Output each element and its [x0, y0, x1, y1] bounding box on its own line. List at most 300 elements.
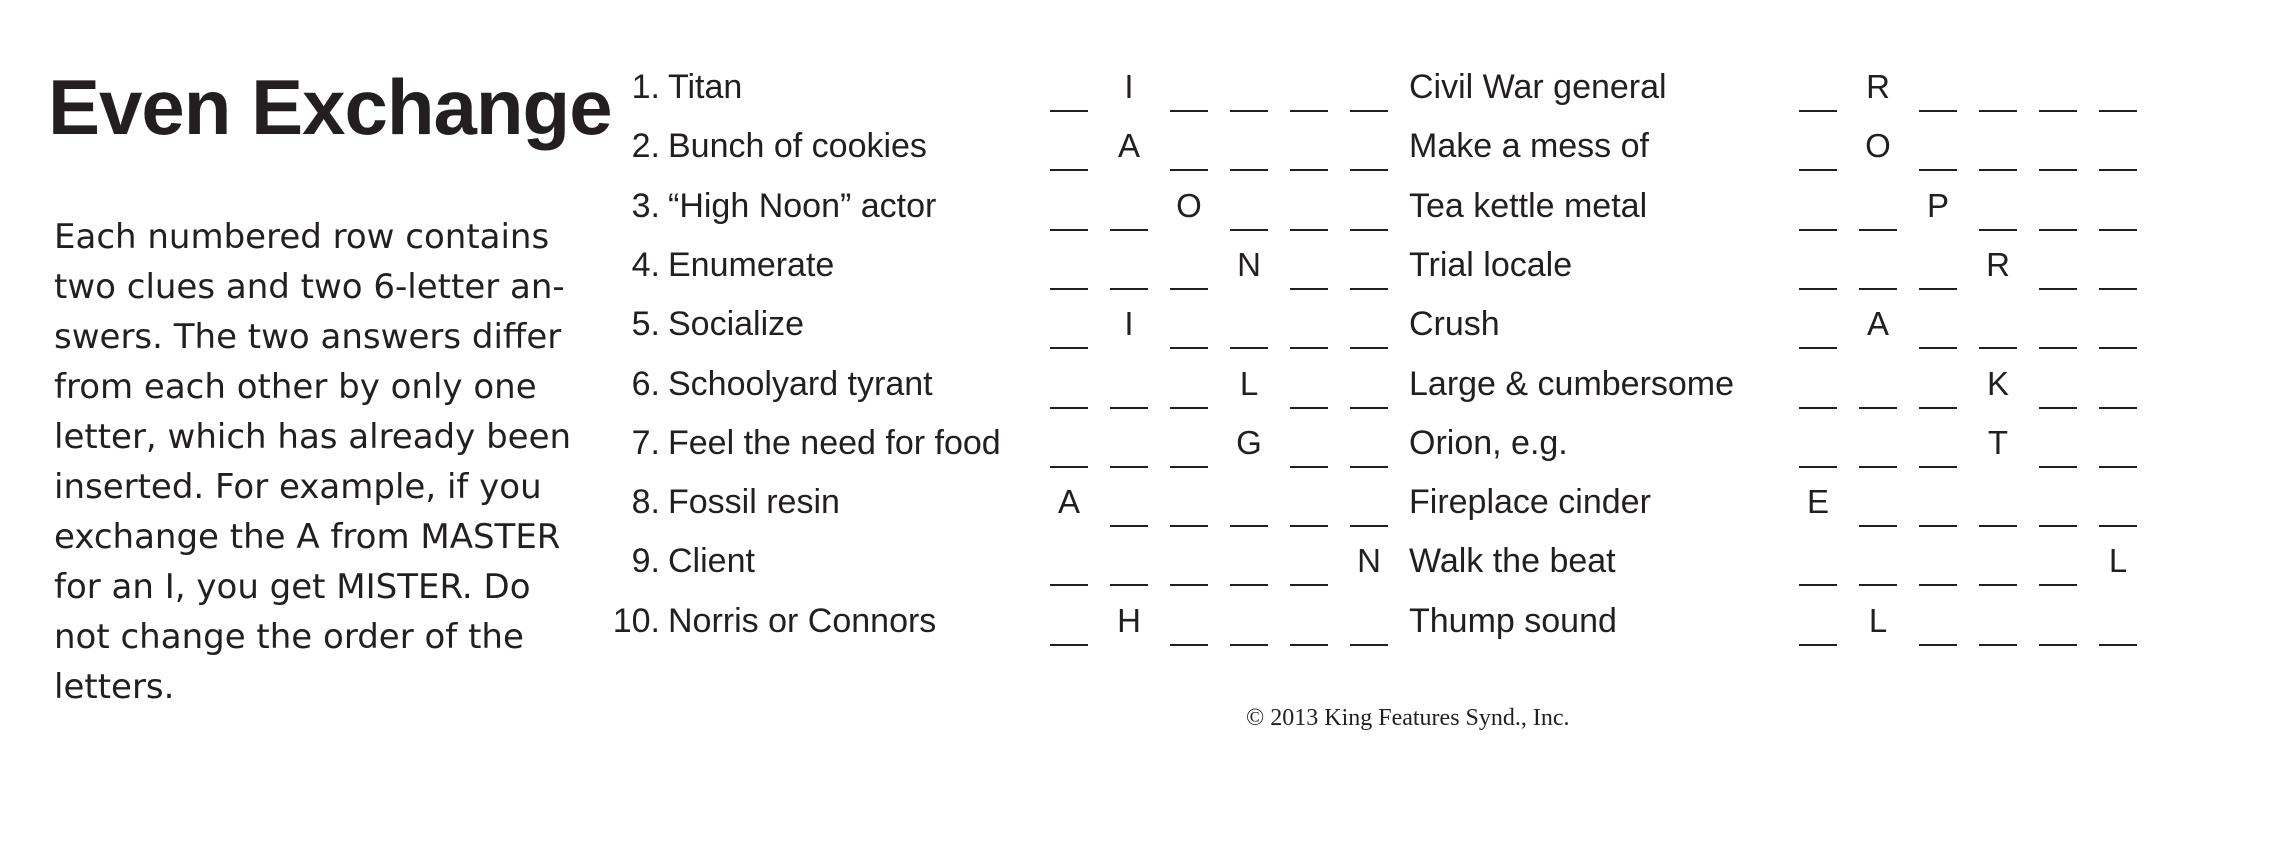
answer-blank-line — [1050, 584, 1088, 586]
puzzle-row — [0, 240, 2274, 299]
right-answer-blank — [2097, 477, 2139, 527]
answer-blank-line — [2099, 466, 2137, 468]
left-answer-blank — [1288, 299, 1330, 349]
left-answer-blank — [1228, 299, 1270, 349]
given-letter: A — [1117, 127, 1140, 165]
left-answer-blank — [1048, 181, 1090, 231]
answer-blank-line — [1799, 288, 1837, 290]
puzzle-row — [0, 536, 2274, 595]
right-answer-blank — [1797, 121, 1839, 171]
given-letter: R — [1866, 68, 1890, 105]
answer-blank-line — [1050, 644, 1088, 646]
right-answer-blank — [1857, 240, 1899, 290]
right-answer-blank — [2037, 240, 2079, 290]
answer-blank-line — [1170, 584, 1208, 586]
right-clue: Civil War general — [1409, 68, 1667, 106]
given-letter: L — [1868, 601, 1888, 639]
left-clue-text: Schoolyard tyrant — [668, 364, 933, 403]
left-clue — [600, 62, 742, 112]
right-answer-blank — [1797, 536, 1839, 586]
answer-blank-line — [1799, 644, 1837, 646]
given-letter: A — [1057, 483, 1080, 521]
row-number: 7. — [631, 423, 660, 462]
left-clue-text: Bunch of cookies — [668, 127, 927, 166]
right-clue: Trial locale — [1409, 245, 1573, 284]
right-given-letter — [1857, 121, 1899, 171]
left-answer-blank — [1348, 181, 1390, 231]
answer-blank-line — [1979, 584, 2017, 586]
left-answer-blank — [1168, 62, 1210, 112]
left-answer-blank — [1108, 477, 1150, 527]
right-answer-blank — [1977, 181, 2019, 231]
right-answer-blank — [2097, 596, 2139, 646]
answer-blank-line — [1170, 347, 1208, 349]
instructions-line: Each numbered row contains — [54, 217, 550, 257]
right-answer-blank — [1917, 359, 1959, 409]
left-clue-text: Socialize — [668, 305, 805, 344]
right-clue: Crush — [1409, 305, 1500, 344]
answer-blank-line — [1919, 644, 1957, 646]
answer-blank-line — [1979, 644, 2017, 646]
left-given-letter — [1108, 62, 1150, 112]
right-given-letter — [1977, 359, 2019, 409]
left-given-letter — [1228, 418, 1270, 468]
left-answer-blank — [1108, 359, 1150, 409]
answer-blank-line — [1799, 407, 1837, 409]
answer-blank-line — [1979, 347, 2017, 349]
answer-blank-line — [1110, 288, 1148, 290]
instructions-line: from each other by only one — [54, 367, 537, 407]
puzzle-row — [0, 418, 2274, 477]
left-answer-blank — [1348, 62, 1390, 112]
right-answer-blank — [1797, 240, 1839, 290]
left-given-letter — [1108, 596, 1150, 646]
right-answer-blank — [2037, 181, 2079, 231]
left-clue — [600, 418, 1001, 468]
left-answer-blank — [1228, 536, 1270, 586]
right-answer-blank — [2037, 299, 2079, 349]
right-answer-blank — [2097, 62, 2139, 112]
answer-blank-line — [1170, 466, 1208, 468]
right-answer-blank — [2097, 240, 2139, 290]
puzzle-row — [0, 596, 2274, 655]
left-answer-blank — [1048, 121, 1090, 171]
given-letter: N — [1357, 542, 1381, 580]
left-clue — [600, 359, 933, 409]
answer-blank-line — [1290, 644, 1328, 646]
answer-blank-line — [1919, 288, 1957, 290]
answer-blank-line — [1350, 288, 1388, 290]
answer-blank-line — [1350, 407, 1388, 409]
answer-blank-line — [1050, 466, 1088, 468]
answer-blank-line — [1919, 466, 1957, 468]
given-letter: R — [1986, 245, 2010, 283]
answer-blank-line — [1350, 466, 1388, 468]
answer-blank-line — [1170, 644, 1208, 646]
instructions-line: swers. The two answers differ — [54, 317, 562, 357]
left-clue — [600, 596, 936, 646]
instructions-line: not change the order of the — [54, 617, 524, 657]
left-answer-blank — [1048, 359, 1090, 409]
row-number: 3. — [631, 186, 660, 225]
left-answer-blank — [1288, 121, 1330, 171]
answer-blank-line — [1170, 169, 1208, 171]
right-answer-blank — [1857, 359, 1899, 409]
answer-blank-line — [1290, 466, 1328, 468]
answer-blank-line — [1290, 110, 1328, 112]
right-answer-blank — [1917, 121, 1959, 171]
answer-blank-line — [1110, 466, 1148, 468]
given-letter: I — [1124, 305, 1134, 343]
instructions-line: for an I, you get MISTER. Do — [54, 567, 531, 607]
answer-blank-line — [1290, 288, 1328, 290]
answer-blank-line — [1110, 584, 1148, 586]
left-clue-text: Client — [668, 542, 755, 581]
row-number: 5. — [631, 305, 660, 344]
given-letter: K — [1986, 364, 2009, 402]
right-given-letter — [1917, 181, 1959, 231]
instructions-line: letters. — [54, 667, 175, 707]
instructions-line: letter, which has already been — [54, 417, 572, 457]
right-clue: Tea kettle metal — [1409, 186, 1648, 225]
right-answer-blank — [1797, 418, 1839, 468]
right-answer-blank — [2097, 121, 2139, 171]
row-number: 1. — [631, 68, 660, 106]
answer-blank-line — [2099, 229, 2137, 231]
left-clue-text: “High Noon” actor — [668, 186, 937, 225]
right-given-letter — [1977, 418, 2019, 468]
left-answer-blank — [1048, 240, 1090, 290]
right-answer-blank — [1977, 596, 2019, 646]
answer-blank-line — [1979, 229, 2017, 231]
right-answer-blank — [2037, 62, 2079, 112]
right-given-letter — [2097, 536, 2139, 586]
left-answer-blank — [1348, 418, 1390, 468]
given-letter: L — [2108, 542, 2128, 580]
left-answer-blank — [1348, 121, 1390, 171]
answer-blank-line — [1919, 169, 1957, 171]
puzzle-row — [0, 359, 2274, 418]
answer-blank-line — [1290, 347, 1328, 349]
answer-blank-line — [1290, 169, 1328, 171]
answer-blank-line — [2099, 288, 2137, 290]
given-letter: H — [1117, 601, 1141, 639]
answer-blank-line — [1350, 644, 1388, 646]
right-given-letter — [1857, 596, 1899, 646]
answer-blank-line — [2099, 347, 2137, 349]
right-answer-blank — [2097, 359, 2139, 409]
right-given-letter — [1857, 62, 1899, 112]
answer-blank-line — [1919, 525, 1957, 527]
given-letter: G — [1236, 423, 1262, 461]
left-answer-blank — [1288, 596, 1330, 646]
answer-blank-line — [2099, 644, 2137, 646]
right-given-letter — [1857, 299, 1899, 349]
left-answer-blank — [1168, 299, 1210, 349]
left-clue — [600, 240, 834, 290]
right-clue: Orion, e.g. — [1409, 423, 1568, 462]
answer-blank-line — [1859, 288, 1897, 290]
left-clue — [600, 477, 840, 527]
answer-blank-line — [1979, 110, 2017, 112]
answer-blank-line — [1170, 288, 1208, 290]
answer-blank-line — [1799, 110, 1837, 112]
right-answer-blank — [1797, 359, 1839, 409]
right-answer-blank — [1857, 536, 1899, 586]
answer-blank-line — [1799, 229, 1837, 231]
answer-blank-line — [1050, 407, 1088, 409]
row-number: 6. — [631, 364, 660, 403]
left-clue-text: Fossil resin — [668, 483, 840, 522]
left-answer-blank — [1288, 240, 1330, 290]
right-answer-blank — [1857, 418, 1899, 468]
answer-blank-line — [2039, 407, 2077, 409]
right-answer-blank — [1857, 181, 1899, 231]
left-answer-blank — [1048, 62, 1090, 112]
answer-blank-line — [1859, 584, 1897, 586]
answer-blank-line — [2039, 347, 2077, 349]
left-answer-blank — [1048, 299, 1090, 349]
answer-blank-line — [1050, 288, 1088, 290]
left-answer-blank — [1228, 62, 1270, 112]
left-given-letter — [1108, 299, 1150, 349]
right-answer-blank — [1977, 477, 2019, 527]
right-clue: Walk the beat — [1409, 542, 1616, 581]
answer-blank-line — [1290, 525, 1328, 527]
left-clue — [600, 181, 936, 231]
left-answer-blank — [1348, 596, 1390, 646]
left-clue-text: Enumerate — [668, 245, 835, 284]
answer-blank-line — [1919, 347, 1957, 349]
right-answer-blank — [1977, 62, 2019, 112]
right-answer-blank — [1917, 596, 1959, 646]
answer-blank-line — [1230, 229, 1268, 231]
given-letter: A — [1866, 305, 1889, 343]
left-answer-blank — [1288, 418, 1330, 468]
left-answer-blank — [1288, 62, 1330, 112]
left-answer-blank — [1288, 181, 1330, 231]
left-answer-blank — [1348, 477, 1390, 527]
left-answer-blank — [1168, 240, 1210, 290]
answer-blank-line — [1050, 229, 1088, 231]
right-answer-blank — [1797, 299, 1839, 349]
right-answer-blank — [2037, 536, 2079, 586]
answer-blank-line — [1350, 347, 1388, 349]
left-clue — [600, 536, 755, 586]
answer-blank-line — [1919, 110, 1957, 112]
answer-blank-line — [1919, 407, 1957, 409]
right-given-letter — [1797, 477, 1839, 527]
left-given-letter — [1048, 477, 1090, 527]
right-answer-blank — [1977, 536, 2019, 586]
answer-blank-line — [1290, 584, 1328, 586]
answer-blank-line — [1799, 466, 1837, 468]
right-answer-blank — [2037, 596, 2079, 646]
answer-blank-line — [1859, 525, 1897, 527]
answer-blank-line — [1230, 347, 1268, 349]
left-given-letter — [1228, 240, 1270, 290]
right-answer-blank — [1917, 299, 1959, 349]
left-answer-blank — [1048, 536, 1090, 586]
left-answer-blank — [1108, 240, 1150, 290]
left-answer-blank — [1168, 121, 1210, 171]
given-letter: N — [1237, 245, 1261, 283]
puzzle-row — [0, 62, 2274, 121]
left-answer-blank — [1168, 418, 1210, 468]
given-letter: O — [1865, 127, 1891, 165]
answer-blank-line — [2099, 407, 2137, 409]
right-answer-blank — [1917, 418, 1959, 468]
left-answer-blank — [1228, 181, 1270, 231]
left-clue-text: Norris or Connors — [668, 601, 937, 640]
right-answer-blank — [2097, 181, 2139, 231]
answer-blank-line — [1170, 525, 1208, 527]
given-letter: E — [1806, 483, 1829, 521]
puzzle-title: Even Exchange — [48, 63, 612, 151]
answer-blank-line — [2039, 169, 2077, 171]
left-answer-blank — [1048, 596, 1090, 646]
answer-blank-line — [2039, 525, 2077, 527]
left-answer-blank — [1348, 359, 1390, 409]
answer-blank-line — [1110, 229, 1148, 231]
answer-blank-line — [2039, 466, 2077, 468]
right-answer-blank — [2037, 359, 2079, 409]
answer-blank-line — [1050, 169, 1088, 171]
left-answer-blank — [1288, 477, 1330, 527]
right-given-letter — [1977, 240, 2019, 290]
left-answer-blank — [1348, 240, 1390, 290]
instructions-line: inserted. For example, if you — [54, 467, 542, 507]
row-number: 2. — [631, 127, 660, 166]
right-answer-blank — [2097, 299, 2139, 349]
answer-blank-line — [1170, 110, 1208, 112]
left-answer-blank — [1288, 359, 1330, 409]
answer-blank-line — [2039, 644, 2077, 646]
given-letter: P — [1926, 186, 1949, 224]
answer-blank-line — [1979, 525, 2017, 527]
left-answer-blank — [1228, 477, 1270, 527]
answer-blank-line — [1859, 466, 1897, 468]
answer-blank-line — [1919, 584, 1957, 586]
right-answer-blank — [1857, 477, 1899, 527]
answer-blank-line — [1050, 347, 1088, 349]
right-clue: Fireplace cinder — [1409, 483, 1651, 522]
answer-blank-line — [1350, 169, 1388, 171]
right-answer-blank — [1917, 536, 1959, 586]
left-answer-blank — [1168, 477, 1210, 527]
answer-blank-line — [1230, 110, 1268, 112]
answer-blank-line — [1230, 525, 1268, 527]
right-answer-blank — [2037, 477, 2079, 527]
puzzle-row — [0, 299, 2274, 358]
answer-blank-line — [1799, 347, 1837, 349]
left-answer-blank — [1108, 181, 1150, 231]
answer-blank-line — [1799, 584, 1837, 586]
left-given-letter — [1228, 359, 1270, 409]
answer-blank-line — [1110, 407, 1148, 409]
puzzle-row — [0, 121, 2274, 180]
puzzle-row — [0, 477, 2274, 536]
right-answer-blank — [1797, 596, 1839, 646]
answer-blank-line — [1290, 229, 1328, 231]
left-answer-blank — [1168, 596, 1210, 646]
answer-blank-line — [2099, 525, 2137, 527]
instructions-line: exchange the A from MASTER — [54, 517, 561, 557]
answer-blank-line — [1290, 407, 1328, 409]
answer-blank-line — [2039, 229, 2077, 231]
right-clue: Large & cumbersome — [1409, 364, 1735, 403]
row-number: 4. — [631, 245, 660, 284]
left-answer-blank — [1168, 536, 1210, 586]
right-answer-blank — [2037, 121, 2079, 171]
right-answer-blank — [1977, 121, 2019, 171]
puzzle-row — [0, 181, 2274, 240]
right-answer-blank — [1917, 240, 1959, 290]
answer-blank-line — [1110, 525, 1148, 527]
left-answer-blank — [1228, 121, 1270, 171]
answer-blank-line — [1979, 169, 2017, 171]
right-clue: Thump sound — [1409, 601, 1617, 640]
right-answer-blank — [2037, 418, 2079, 468]
left-answer-blank — [1108, 418, 1150, 468]
right-clue: Make a mess of — [1409, 127, 1649, 166]
left-answer-blank — [1228, 596, 1270, 646]
right-answer-blank — [1917, 477, 1959, 527]
answer-blank-line — [1050, 110, 1088, 112]
given-letter: I — [1124, 68, 1134, 105]
instructions-line: two clues and two 6-letter an- — [54, 267, 565, 307]
right-answer-blank — [2097, 418, 2139, 468]
answer-blank-line — [1230, 169, 1268, 171]
row-number: 10. — [612, 601, 660, 640]
left-answer-blank — [1108, 536, 1150, 586]
left-clue — [600, 121, 927, 171]
answer-blank-line — [1350, 110, 1388, 112]
left-answer-blank — [1048, 418, 1090, 468]
right-answer-blank — [1797, 181, 1839, 231]
row-number: 9. — [631, 542, 660, 581]
answer-blank-line — [1230, 644, 1268, 646]
left-clue-text: Feel the need for food — [668, 423, 1001, 462]
left-clue — [600, 299, 804, 349]
answer-blank-line — [2099, 110, 2137, 112]
answer-blank-line — [1230, 584, 1268, 586]
given-letter: L — [1239, 364, 1259, 402]
answer-blank-line — [1350, 229, 1388, 231]
given-letter: T — [1987, 423, 2009, 461]
answer-blank-line — [1859, 407, 1897, 409]
right-answer-blank — [1797, 62, 1839, 112]
answer-blank-line — [2039, 584, 2077, 586]
right-answer-blank — [1977, 299, 2019, 349]
left-given-letter — [1168, 181, 1210, 231]
copyright-notice: © 2013 King Features Synd., Inc. — [1246, 705, 1570, 731]
left-answer-blank — [1348, 299, 1390, 349]
answer-blank-line — [2039, 110, 2077, 112]
left-given-letter — [1108, 121, 1150, 171]
answer-blank-line — [1170, 407, 1208, 409]
answer-blank-line — [1859, 229, 1897, 231]
right-answer-blank — [1917, 62, 1959, 112]
given-letter: O — [1176, 186, 1202, 224]
answer-blank-line — [1350, 525, 1388, 527]
row-number: 8. — [631, 483, 660, 522]
answer-blank-line — [2039, 288, 2077, 290]
answer-blank-line — [2099, 169, 2137, 171]
left-answer-blank — [1288, 536, 1330, 586]
left-clue-text: Titan — [668, 68, 743, 106]
left-given-letter — [1348, 536, 1390, 586]
